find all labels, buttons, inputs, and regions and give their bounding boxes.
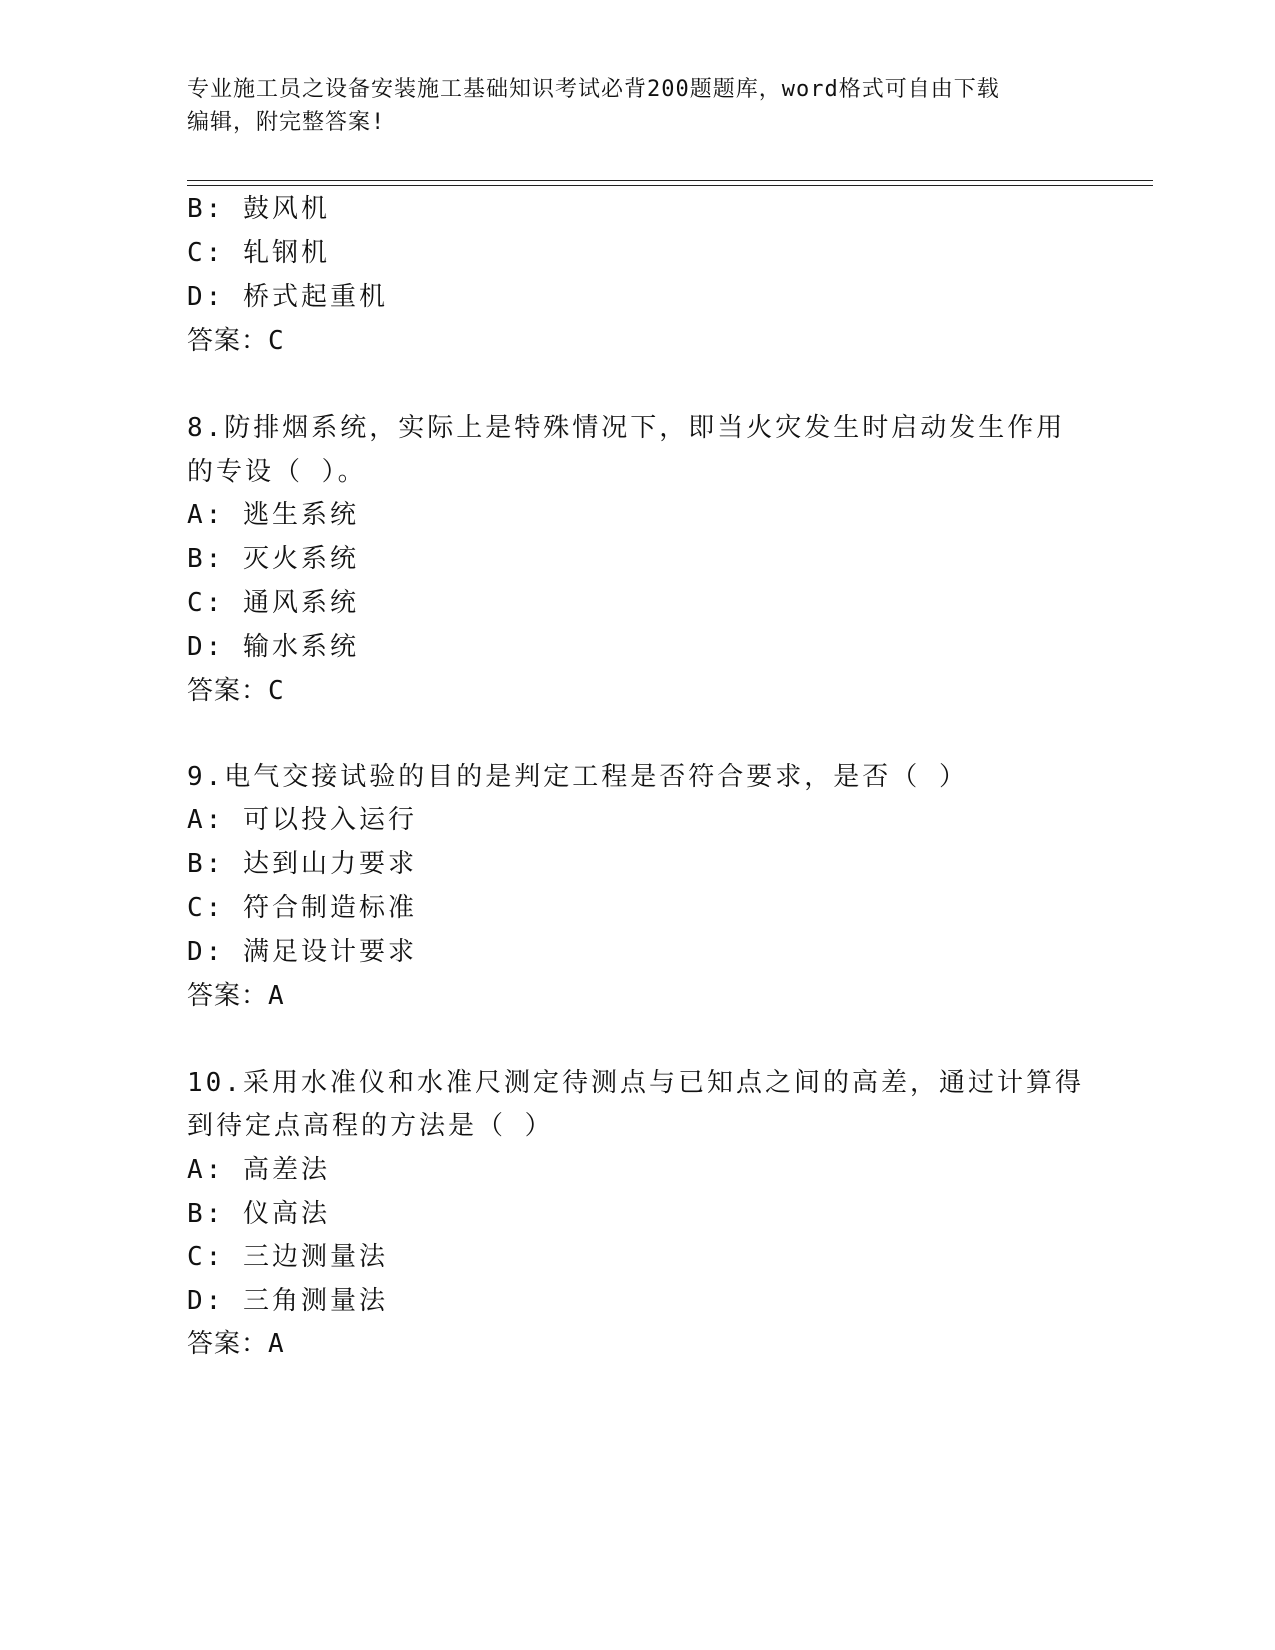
- option-c: C: 通风系统: [187, 588, 359, 618]
- answer-line: [187, 674, 285, 708]
- option-b: B: 达到山力要求: [187, 849, 417, 879]
- option-a: A: 高差法: [187, 1155, 330, 1185]
- option-b: B: 灭火系统: [187, 544, 359, 574]
- option-a: A: 可以投入运行: [187, 805, 417, 835]
- question-stem-line-1: 8.防排烟系统，实际上是特殊情况下，即当火灾发生时启动发生作用: [187, 413, 1066, 443]
- option-c: C: 符合制造标准: [187, 893, 417, 923]
- header-divider-top: [187, 180, 1153, 181]
- answer-line: [187, 1327, 285, 1361]
- option-b: B: 鼓风机: [187, 194, 330, 224]
- question-stem-line-2: 到待定点高程的方法是（ ）: [187, 1111, 554, 1141]
- answer-value: C: [268, 676, 285, 706]
- answer-value: C: [268, 326, 285, 356]
- question-stem-line-1: 10.采用水准仪和水准尺测定待测点与已知点之间的高差，通过计算得: [187, 1068, 1084, 1098]
- option-d: D: 桥式起重机: [187, 282, 388, 312]
- option-d: D: 输水系统: [187, 632, 359, 662]
- document-header: [187, 73, 1067, 139]
- option-b: B: 仪高法: [187, 1199, 330, 1229]
- answer-value: A: [268, 1329, 285, 1359]
- header-title-line-2: 编辑，附完整答案!: [187, 110, 386, 135]
- answer-value: A: [268, 981, 285, 1011]
- option-a: A: 逃生系统: [187, 500, 359, 530]
- answer-label: 答案：: [187, 326, 269, 356]
- question-stem-line-1: 9.电气交接试验的目的是判定工程是否符合要求，是否（ ）: [187, 762, 968, 792]
- answer-line: [187, 979, 285, 1013]
- header-title-line-1: 专业施工员之设备安装施工基础知识考试必背200题题库，word格式可自由下载: [187, 77, 1000, 102]
- option-c: C: 轧钢机: [187, 238, 330, 268]
- answer-label: 答案：: [187, 981, 269, 1011]
- option-d: D: 三角测量法: [187, 1286, 388, 1316]
- option-c: C: 三边测量法: [187, 1242, 388, 1272]
- option-d: D: 满足设计要求: [187, 937, 417, 967]
- answer-label: 答案：: [187, 676, 269, 706]
- question-stem-line-2: 的专设（ ）。: [187, 457, 367, 487]
- answer-label: 答案：: [187, 1329, 269, 1359]
- header-divider-bottom: [187, 185, 1153, 186]
- answer-line: [187, 324, 285, 358]
